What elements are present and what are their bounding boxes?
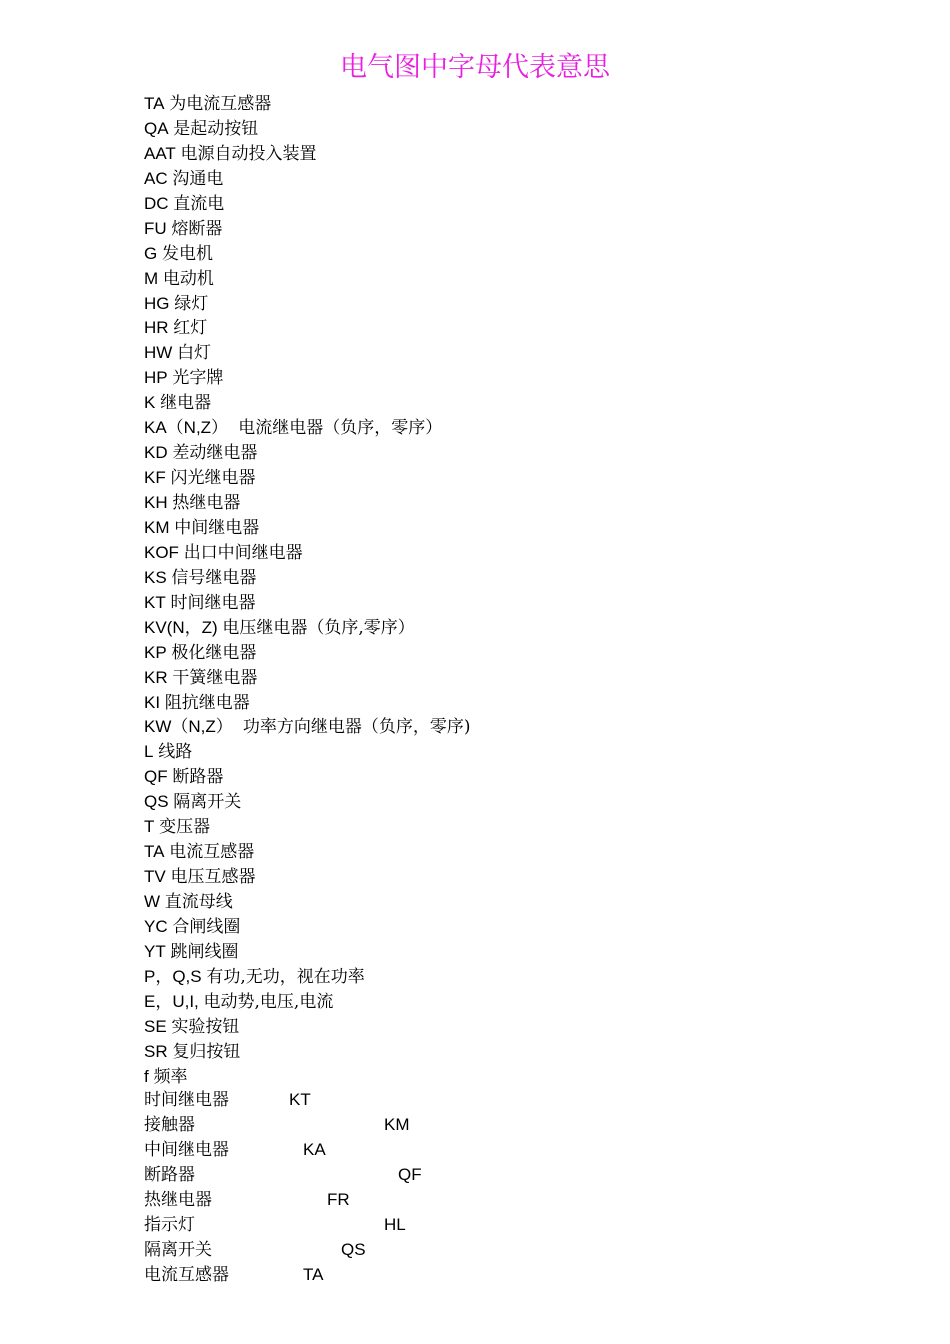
abbreviation-entry bbox=[144, 516, 864, 541]
abbreviation-meaning: 时间继电器 bbox=[170, 592, 256, 613]
abbreviation-code: KOF bbox=[144, 542, 179, 562]
component-name: 接触器 bbox=[144, 1114, 195, 1135]
component-name: 隔离开关 bbox=[144, 1239, 212, 1260]
abbreviation-code: DC bbox=[144, 193, 169, 213]
abbreviation-entry bbox=[144, 292, 864, 317]
abbreviation-entry bbox=[144, 217, 864, 242]
component-symbol: FR bbox=[327, 1189, 350, 1209]
abbreviation-entry bbox=[144, 267, 864, 292]
abbreviation-entry bbox=[144, 341, 864, 366]
abbreviation-entry bbox=[144, 715, 864, 740]
abbreviation-meaning: 有功,无功，视在功率 bbox=[206, 966, 365, 987]
component-symbol: KT bbox=[289, 1090, 311, 1109]
component-symbol: QS bbox=[341, 1239, 366, 1259]
abbreviation-meaning: 白灯 bbox=[177, 343, 212, 364]
abbreviation-entry bbox=[144, 641, 864, 666]
abbreviation-entry bbox=[144, 541, 864, 566]
abbreviation-meaning: 实验按钮 bbox=[171, 1016, 240, 1037]
abbreviation-code: G bbox=[144, 243, 158, 263]
component-name: 热继电器 bbox=[144, 1189, 212, 1210]
abbreviation-meaning: 差动继电器 bbox=[172, 443, 258, 464]
abbreviation-meaning: 跳闸线圈 bbox=[170, 941, 239, 962]
component-name: 指示灯 bbox=[144, 1214, 195, 1235]
component-symbol: TA bbox=[303, 1264, 324, 1284]
symbol-row bbox=[144, 1163, 844, 1188]
abbreviation-entry bbox=[144, 965, 864, 990]
abbreviation-meaning: 直流电 bbox=[173, 193, 225, 214]
abbreviation-code: KI bbox=[144, 692, 161, 712]
abbreviation-entry bbox=[144, 1040, 864, 1065]
abbreviation-code: YC bbox=[144, 916, 168, 936]
abbreviation-entry bbox=[144, 666, 864, 691]
abbreviation-code: f bbox=[144, 1066, 149, 1086]
abbreviation-meaning: 发电机 bbox=[161, 243, 213, 264]
abbreviation-entry bbox=[144, 591, 864, 616]
symbol-row bbox=[144, 1238, 844, 1263]
component-name: 中间继电器 bbox=[144, 1139, 229, 1160]
symbol-table bbox=[144, 1088, 844, 1288]
component-name: 时间继电器 bbox=[144, 1090, 229, 1110]
abbreviation-entry bbox=[144, 167, 864, 192]
abbreviation-entry bbox=[144, 740, 864, 765]
abbreviation-code: SR bbox=[144, 1041, 168, 1061]
abbreviation-code: QA bbox=[144, 118, 169, 138]
abbreviation-entry bbox=[144, 466, 864, 491]
abbreviation-code: KV(N，Z) bbox=[144, 617, 218, 637]
abbreviation-meaning: 干簧继电器 bbox=[172, 667, 258, 688]
abbreviation-code: QF bbox=[144, 767, 168, 787]
abbreviation-meaning: 功率方向继电器（负序，零序) bbox=[237, 717, 471, 738]
symbol-row bbox=[144, 1113, 844, 1138]
component-symbol: KM bbox=[384, 1114, 410, 1134]
abbreviation-code: P，Q,S bbox=[144, 966, 202, 986]
abbreviation-code: KA（N,Z） bbox=[144, 418, 229, 438]
abbreviation-code: TA bbox=[144, 94, 165, 113]
component-symbol: KA bbox=[303, 1139, 326, 1159]
abbreviation-code: KW（N,Z） bbox=[144, 717, 233, 737]
abbreviation-entry bbox=[144, 92, 864, 117]
abbreviation-code: M bbox=[144, 268, 159, 288]
abbreviation-meaning: 电源自动投入装置 bbox=[180, 143, 317, 164]
abbreviation-meaning: 沟通电 bbox=[172, 168, 224, 189]
component-name: 断路器 bbox=[144, 1164, 195, 1185]
abbreviation-meaning: 电流继电器（负序，零序） bbox=[232, 418, 443, 439]
abbreviation-meaning: 信号继电器 bbox=[171, 567, 257, 588]
abbreviation-meaning: 线路 bbox=[158, 742, 193, 763]
symbol-row bbox=[144, 1188, 844, 1213]
abbreviation-entry bbox=[144, 840, 864, 865]
abbreviation-entry bbox=[144, 117, 864, 142]
abbreviation-entry bbox=[144, 441, 864, 466]
symbol-row bbox=[144, 1088, 844, 1113]
abbreviation-meaning: 变压器 bbox=[159, 817, 211, 838]
abbreviation-meaning: 频率 bbox=[153, 1066, 188, 1087]
abbreviation-code: K bbox=[144, 393, 156, 413]
abbreviation-meaning: 阻抗继电器 bbox=[164, 692, 250, 713]
abbreviation-entry bbox=[144, 990, 864, 1015]
abbreviation-entry bbox=[144, 790, 864, 815]
abbreviation-entry bbox=[144, 316, 864, 341]
abbreviation-meaning: 电流互感器 bbox=[169, 842, 255, 863]
abbreviation-entry bbox=[144, 566, 864, 591]
abbreviation-entry bbox=[144, 691, 864, 716]
abbreviation-entry bbox=[144, 192, 864, 217]
abbreviation-code: KH bbox=[144, 493, 168, 512]
abbreviation-entry bbox=[144, 366, 864, 391]
component-symbol: QF bbox=[398, 1164, 422, 1184]
abbreviation-code: SE bbox=[144, 1016, 167, 1036]
abbreviation-code: HP bbox=[144, 368, 168, 388]
document-title: 电气图中字母代表意思 bbox=[340, 52, 610, 83]
abbreviation-meaning: 隔离开关 bbox=[173, 792, 242, 813]
abbreviation-meaning: 断路器 bbox=[172, 767, 224, 788]
abbreviation-entry bbox=[144, 416, 864, 441]
abbreviation-entry bbox=[144, 915, 864, 940]
abbreviation-meaning: 光字牌 bbox=[172, 368, 224, 389]
symbol-row bbox=[144, 1263, 844, 1288]
abbreviation-meaning: 合闸线圈 bbox=[172, 916, 241, 937]
abbreviation-code: TV bbox=[144, 867, 166, 887]
abbreviation-meaning: 红灯 bbox=[173, 318, 208, 339]
symbol-row bbox=[144, 1213, 844, 1238]
abbreviation-code: YT bbox=[144, 941, 166, 961]
abbreviation-code: KD bbox=[144, 443, 168, 463]
abbreviation-code: KT bbox=[144, 592, 166, 612]
component-symbol: HL bbox=[384, 1214, 406, 1234]
abbreviation-code: HG bbox=[144, 293, 170, 313]
abbreviation-entry bbox=[144, 890, 864, 915]
abbreviation-entry bbox=[144, 142, 864, 167]
abbreviation-code: FU bbox=[144, 218, 167, 238]
abbreviation-code: AC bbox=[144, 168, 168, 188]
abbreviation-code: E，U,I, bbox=[144, 991, 199, 1011]
abbreviation-entry bbox=[144, 1065, 864, 1090]
abbreviation-meaning: 电压互感器 bbox=[170, 867, 256, 888]
abbreviation-meaning: 熔断器 bbox=[171, 218, 223, 239]
abbreviation-meaning: 极化继电器 bbox=[171, 642, 257, 663]
abbreviation-meaning: 直流母线 bbox=[164, 892, 233, 912]
abbreviation-list bbox=[144, 92, 864, 1090]
abbreviation-code: KM bbox=[144, 517, 170, 537]
abbreviation-meaning: 中间继电器 bbox=[174, 517, 260, 538]
abbreviation-meaning: 是起动按钮 bbox=[173, 118, 259, 139]
abbreviation-code: L bbox=[144, 742, 154, 762]
abbreviation-entry bbox=[144, 815, 864, 840]
abbreviation-entry bbox=[144, 242, 864, 267]
abbreviation-meaning: 电动机 bbox=[162, 268, 214, 289]
abbreviation-code: KR bbox=[144, 667, 168, 687]
abbreviation-code: KP bbox=[144, 642, 167, 662]
abbreviation-code: QS bbox=[144, 792, 169, 812]
abbreviation-entry bbox=[144, 616, 864, 641]
component-name: 电流互感器 bbox=[144, 1264, 229, 1285]
abbreviation-code: KS bbox=[144, 567, 167, 587]
abbreviation-entry bbox=[144, 940, 864, 965]
abbreviation-code: HW bbox=[144, 343, 173, 363]
abbreviation-entry bbox=[144, 491, 864, 516]
abbreviation-code: T bbox=[144, 817, 155, 837]
abbreviation-entry bbox=[144, 1015, 864, 1040]
abbreviation-code: HR bbox=[144, 318, 169, 338]
abbreviation-meaning: 为电流互感器 bbox=[169, 94, 272, 114]
abbreviation-meaning: 绿灯 bbox=[174, 293, 209, 314]
abbreviation-code: KF bbox=[144, 468, 166, 488]
abbreviation-meaning: 出口中间继电器 bbox=[183, 542, 303, 563]
abbreviation-entry bbox=[144, 391, 864, 416]
abbreviation-meaning: 电压继电器（负序,零序） bbox=[222, 617, 415, 638]
abbreviation-meaning: 闪光继电器 bbox=[170, 468, 256, 489]
abbreviation-entry bbox=[144, 865, 864, 890]
abbreviation-code: AAT bbox=[144, 143, 176, 163]
abbreviation-meaning: 继电器 bbox=[160, 393, 212, 414]
abbreviation-meaning: 复归按钮 bbox=[172, 1041, 241, 1062]
abbreviation-code: W bbox=[144, 892, 161, 911]
abbreviation-meaning: 电动势,电压,电流 bbox=[203, 991, 334, 1012]
abbreviation-entry bbox=[144, 765, 864, 790]
symbol-row bbox=[144, 1138, 844, 1163]
abbreviation-code: TA bbox=[144, 842, 165, 862]
abbreviation-meaning: 热继电器 bbox=[172, 493, 241, 513]
